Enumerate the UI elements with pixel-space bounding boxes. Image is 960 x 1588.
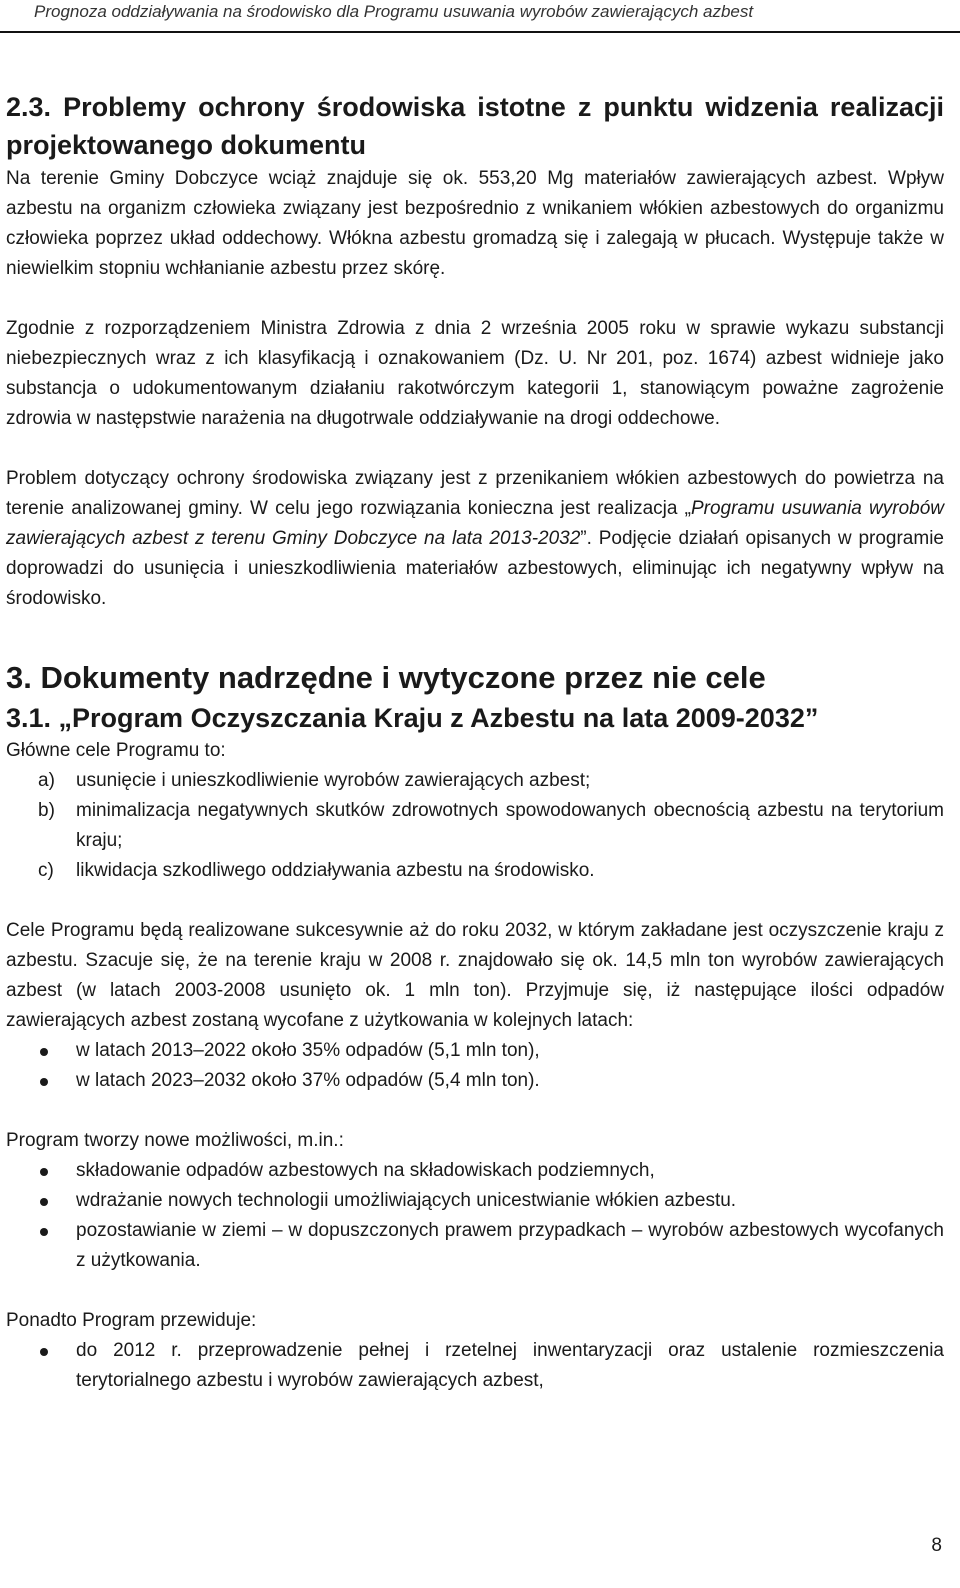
list-marker: c) <box>38 860 54 881</box>
list-item <box>6 796 944 856</box>
list-item <box>6 1216 944 1276</box>
header-rule <box>0 31 960 33</box>
possibilities-intro: Program tworzy nowe możliwości, m.in.: <box>6 1130 344 1151</box>
possibilities-list <box>6 1156 944 1276</box>
bullet-icon <box>40 1048 48 1056</box>
list-item <box>6 1156 944 1186</box>
list-item-text: składowanie odpadów azbestowych na składowiskach podziemnych, <box>76 1160 655 1181</box>
list-item-text: do 2012 r. przeprowadzenie pełnej i rzetelnej inwentaryzacji oraz ustalenie rozmieszczenia terytorialnego azbestu i wyrobów zawierających azbest, <box>76 1340 944 1391</box>
list-item-text: w latach 2023–2032 około 37% odpadów (5,4 mln ton). <box>76 1070 540 1091</box>
section-heading-3-1: 3.1. „Program Oczyszczania Kraju z Azbestu na lata 2009-2032” <box>6 703 819 733</box>
list-item <box>6 856 944 886</box>
section-heading-3: 3. Dokumenty nadrzędne i wytyczone przez nie cele <box>6 660 766 695</box>
list-item-text: likwidacja szkodliwego oddziaływania azbestu na środowisko. <box>76 860 595 881</box>
list-marker: a) <box>38 770 55 791</box>
provides-intro: Ponadto Program przewiduje: <box>6 1310 257 1331</box>
section-heading-2-3: 2.3. Problemy ochrony środowiska istotne z punktu widzenia realizacji projektowanego dokumentu <box>6 92 944 160</box>
goals-list <box>6 766 944 886</box>
bullet-icon <box>40 1228 48 1236</box>
bullet-icon <box>40 1348 48 1356</box>
list-item-text: w latach 2013–2022 około 35% odpadów (5,1 mln ton), <box>76 1040 540 1061</box>
program-title-italic: Programu usuwania wyrobów zawierających azbest z terenu Gminy Dobczyce na lata 2013-2032 <box>6 498 944 549</box>
list-item <box>6 766 944 796</box>
goals-intro: Główne cele Programu to: <box>6 740 226 761</box>
paragraph-asbestus-impact: Na terenie Gminy Dobczyce wciąż znajduje się ok. 553,20 Mg materiałów zawierających azbest. Wpływ azbestu na organizm człowieka związany jest bezpośrednio z wnikaniem włókien azbestowych do organizmu człowieka poprzez układ oddechowy. Włókna azbestu gromadzą się i zalegają w płucach. Występuje także w niewielkim stopniu wchłanianie azbestu przez skórę. <box>6 168 944 279</box>
paragraph-regulation: Zgodnie z rozporządzeniem Ministra Zdrowia z dnia 2 września 2005 roku w sprawie wykazu substancji niebezpiecznych wraz z ich klasyfikacją i oznakowaniem (Dz. U. Nr 201, poz. 1674) azbest widnieje jako substancja o udokumentowanym działaniu rakotwórczym kategorii 1, stanowiącym poważne zagrożenie zdrowia w następstwie narażenia na długotrwale oddziaływanie na drogi oddechowe. <box>6 318 944 429</box>
provides-list <box>6 1336 944 1396</box>
list-item <box>6 1036 944 1066</box>
running-header: Prognoza oddziaływania na środowisko dla Programu usuwania wyrobów zawierających azbest <box>34 2 754 21</box>
list-marker: b) <box>38 800 55 821</box>
list-item <box>6 1066 944 1096</box>
list-item-text: minimalizacja negatywnych skutków zdrowotnych spowodowanych obecnością azbestu na terytorium kraju; <box>76 800 944 851</box>
bullet-icon <box>40 1168 48 1176</box>
list-item <box>6 1336 944 1396</box>
list-item-text: pozostawianie w ziemi – w dopuszczonych prawem przypadkach – wyrobów azbestowych wycofanych z użytkowania. <box>76 1220 944 1271</box>
page-content <box>6 88 944 1396</box>
page-number: 8 <box>931 1535 942 1556</box>
paragraph-problem <box>6 464 944 614</box>
withdrawal-list <box>6 1036 944 1096</box>
bullet-icon <box>40 1198 48 1206</box>
bullet-icon <box>40 1078 48 1086</box>
list-item-text: usunięcie i unieszkodliwienie wyrobów zawierających azbest; <box>76 770 591 791</box>
list-item <box>6 1186 944 1216</box>
paragraph-program-goals: Cele Programu będą realizowane sukcesywnie aż do roku 2032, w którym zakładane jest oczyszczenie kraju z azbestu. Szacuje się, że na terenie kraju w 2008 r. znajdowało się ok. 14,5 mln ton wyrobów zawierających azbest (w latach 2003-2008 usunięto ok. 1 mln ton). Przyjmuje się, iż następujące ilości odpadów zawierających azbest zostaną wycofane z użytkowania w kolejnych latach: <box>6 920 944 1031</box>
paragraph-problem-start: Problem dotyczący ochrony środowiska związany jest z przenikaniem włókien azbestowych do powietrza na terenie analizowanej gminy. W celu jego rozwiązania konieczna jest realizacja „ <box>6 468 944 519</box>
list-item-text: wdrażanie nowych technologii umożliwiających unicestwianie włókien azbestu. <box>76 1190 737 1211</box>
paragraph-problem-end: ”. Podjęcie działań opisanych w programie doprowadzi do usunięcia i unieszkodliwienia materiałów azbestowych, eliminując ich negatywny wpływ na środowisko. <box>6 528 944 609</box>
